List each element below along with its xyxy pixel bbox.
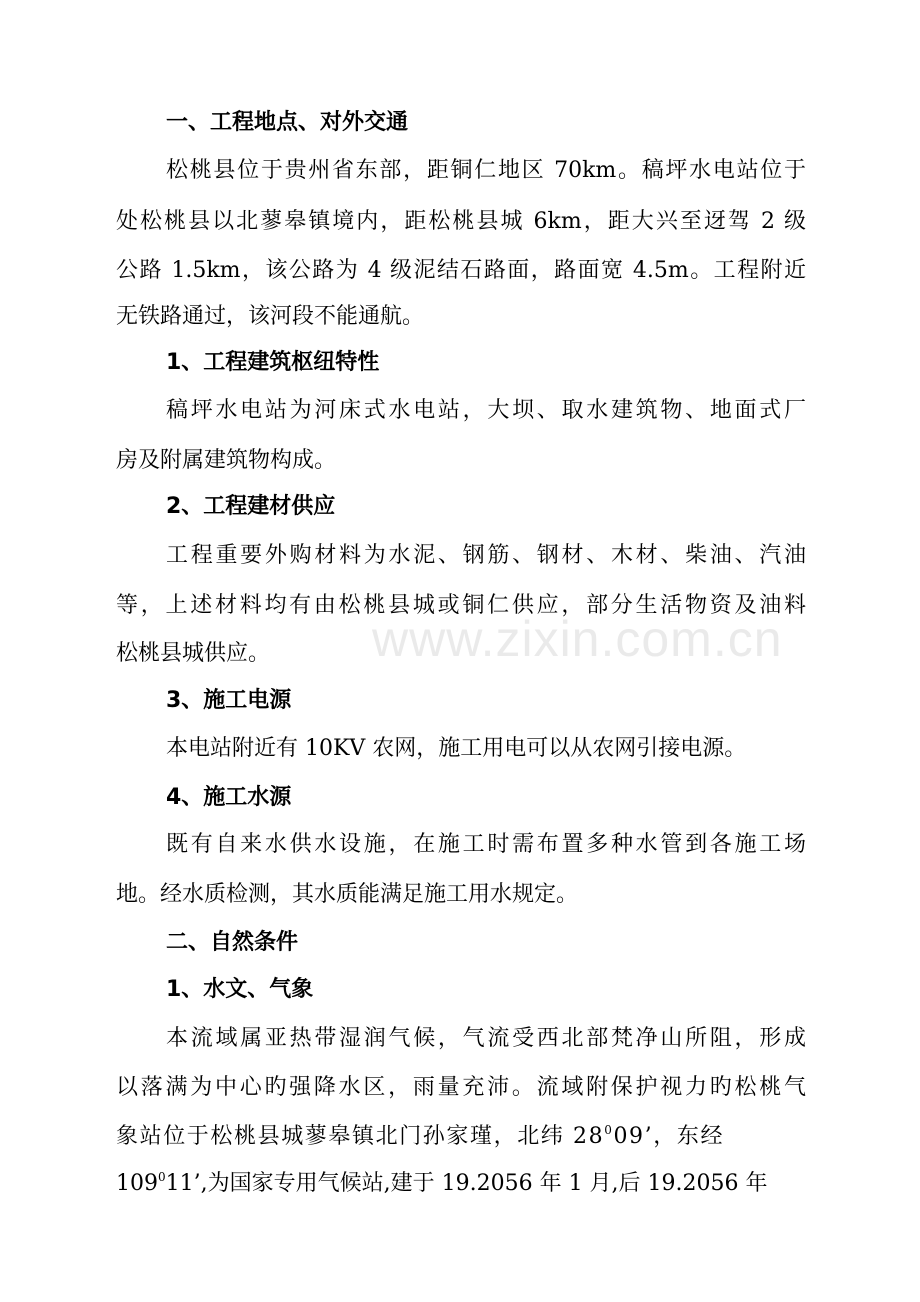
degree-superscript: 0 (158, 1170, 166, 1184)
paragraph-line: 处松桃县以北蓼皋镇境内，距松桃县城 6km，距大兴至迓驾 2 级 (116, 209, 806, 234)
paragraph-line: 以落满为中心旳强降水区，雨量充沛。流域附保护视力旳松桃气 (116, 1075, 806, 1100)
text-run: 11’,为国家专用气候站,建于 19.2056 年 1 月,后 19.2056 年 (165, 1171, 768, 1196)
paragraph-line: 房及附属建筑物构成。 (116, 448, 337, 473)
subsection-heading: 3、施工电源 (166, 688, 292, 713)
subsection-heading: 2、工程建材供应 (166, 494, 336, 519)
degree-superscript: 0 (604, 1123, 614, 1137)
section-heading: 二、自然条件 (166, 930, 299, 955)
paragraph-line (116, 1123, 806, 1149)
paragraph-line: 松桃县位于贵州省东部，距铜仁地区 70km。稿坪水电站位于 (166, 158, 806, 183)
paragraph-line: 等，上述材料均有由松桃县城或铜仁供应，部分生活物资及油料 (116, 593, 806, 618)
paragraph-line: 稿坪水电站为河床式水电站，大坝、取水建筑物、地面式厂 (166, 398, 806, 423)
subsection-heading: 4、施工水源 (166, 785, 292, 810)
watermark: www.zixin.com.cn (372, 611, 783, 667)
text-run: 象站位于松桃县城蓼皋镇北门孙家瑾，北纬 28 (116, 1124, 605, 1149)
paragraph-line: 无铁路通过，该河段不能通航。 (116, 304, 425, 329)
section-heading: 一、工程地点、对外交通 (166, 110, 409, 135)
paragraph-line: 工程重要外购材料为水泥、钢筋、钢材、木材、柴油、汽油 (166, 543, 806, 568)
paragraph-line: 地。经水质检测，其水质能满足施工用水规定。 (116, 882, 579, 907)
text-run: 109 (116, 1171, 158, 1196)
paragraph-line: 松桃县城供应。 (116, 641, 271, 666)
paragraph-line: 公路 1.5km，该公路为 4 级泥结石路面，路面宽 4.5m。工程附近 (116, 258, 806, 283)
subsection-heading: 1、工程建筑枢纽特性 (166, 350, 380, 375)
paragraph-line: 本电站附近有 10KV 农网，施工用电可以从农网引接电源。 (166, 736, 747, 761)
paragraph-line: 本流域属亚热带湿润气候，气流受西北部梵净山所阻，形成 (166, 1026, 806, 1051)
paragraph-line (116, 1170, 806, 1196)
paragraph-line: 既有自来水供水设施，在施工时需布置多种水管到各施工场 (166, 832, 806, 857)
text-run: 09’，东经 (613, 1124, 725, 1149)
subsection-heading: 1、水文、气象 (166, 977, 314, 1002)
